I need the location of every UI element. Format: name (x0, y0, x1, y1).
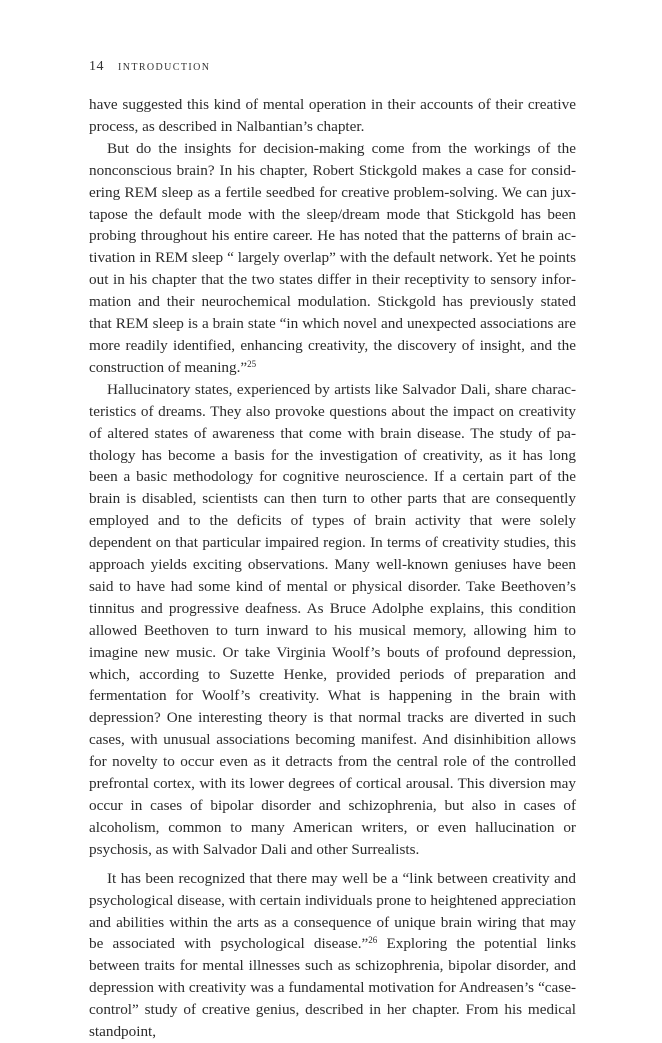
footnote-ref: 26 (368, 935, 378, 946)
paragraph-text: It has been recognized that there may well be a “link between creativity and psychological disease, with certain individuals prone to heightened appreciation and abilities within the arts as a consequence of unique brain wiring that may be associated with psychological disease.” (89, 869, 576, 953)
paragraph (89, 138, 576, 379)
body-text (89, 94, 576, 1043)
paragraph (89, 94, 576, 138)
paragraph (89, 868, 576, 1043)
page-number: 14 (89, 59, 104, 74)
paragraph-text: But do the insights for decision-making come from the workings of the nonconscious brain? In his chapter, Robert Stickgold makes a case for considering REM sleep as a fertile seedbed for creative problem-solving. We can juxtapose the default mode with the sleep/dream mode that Stickgold has been probing throughout his entire career. He has noted that the patterns of brain activation in REM sleep “ largely overlap” with the default network. Yet he points out in his chapter that the two states differ in their receptivity to sensory information and their neurochemical modulation. Stickgold has previously stated that REM sleep is a brain state “in which novel and unexpected associations are more readily identified, enhancing creativity, the discovery of insight, and the construction of meaning.” (89, 139, 576, 376)
running-head (89, 59, 210, 75)
footnote-ref: 25 (247, 358, 257, 369)
chapter-title: introduction (118, 59, 211, 74)
paragraph-text-continued: Exploring the potential links between traits for mental illnesses such as schizophrenia, bipolar disorder, and depression with creativity was a fundamental motivation for Andreasen’s “case-control” study of creative genius, described in her chapter. From his medical standpoint, (89, 935, 576, 1041)
paragraph-text: Hallucinatory states, experienced by artists like Salvador Dali, share characteristics of dreams. They also provoke questions about the impact on creativity of altered states of awareness that come with brain disease. The study of pathology has become a basis for the investigation of creativity, as it has long been a basic methodology for cognitive neuroscience. If a certain part of the brain is disabled, scientists can then turn to other parts that are consequently employed and to the deficits of types of brain activity that were solely dependent on that particular impaired region. In terms of creativity studies, this approach yields exciting observations. Many well-known geniuses have been said to have had some kind of mental or physical disorder. Take Beethoven’s tinnitus and progressive deafness. As Bruce Adolphe explains, this condition allowed Beethoven to turn inward to his musical memory, allowing him to imagine new music. Or take Virginia Woolf’s bouts of profound depression, which, according to Suzette Henke, provided periods of preparation and fermentation for Woolf’s creativity. What is happening in the brain with depression? One interesting theory is that normal tracks are diverted in such cases, with unusual associations becoming manifest. And disinhibition allows for novelty to occur even as it detracts from the central role of the controlled prefrontal cortex, with its lower degrees of cortical arousal. This diversion may occur in cases of bipolar disorder and schizophrenia, but also in cases of alcoholism, common to many American writers, or even hallucination or psychosis, as with Salvador Dali and other Surrealists. (89, 380, 576, 858)
paragraph (89, 379, 576, 861)
paragraph-text: have suggested this kind of mental operation in their accounts of their creative process, as described in Nalbantian’s chapter. (89, 96, 576, 135)
